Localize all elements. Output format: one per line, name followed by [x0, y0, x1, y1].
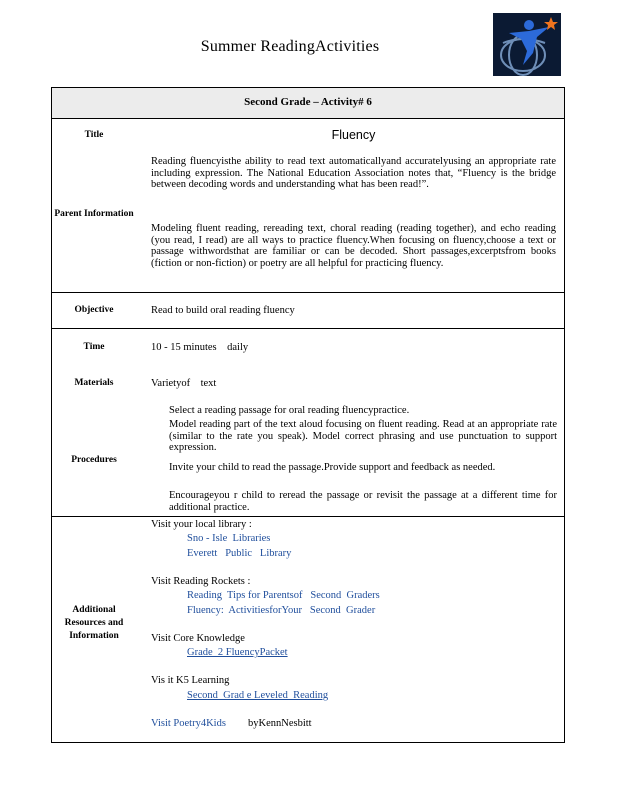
- reading-tips-link[interactable]: Reading Tips for Parentsof Second Graders: [187, 590, 380, 601]
- activity-title: Fluency: [331, 128, 376, 142]
- activity-sheet: [51, 87, 565, 743]
- parent-info-label: Parent Information: [54, 209, 134, 219]
- resources-label: Additional Resources and Information: [64, 605, 124, 641]
- divider: [52, 328, 564, 329]
- leveled-reading-link[interactable]: Second Grad e Leveled Reading: [187, 690, 329, 701]
- time-text: 10 - 15 minutes daily: [151, 342, 249, 353]
- poetry4kids-link[interactable]: Visit Poetry4Kids: [151, 718, 226, 729]
- page-title: Summer ReadingActivities: [200, 38, 380, 55]
- sno-isle-libraries-link[interactable]: Sno - Isle Libraries: [187, 533, 271, 544]
- procedure-item: Invite your child to read the passage.Provide support and feedback as needed.: [169, 462, 496, 473]
- objective-label: Objective: [74, 305, 114, 315]
- procedures-label: Procedures: [71, 455, 117, 465]
- divider: [52, 292, 564, 293]
- parent-info-paragraph-1: Reading fluencyisthe ability to read text automaticallyand accuratelyusing an appropriate rate including expression. The National Education Association notes that, “Fluency is the bridge between decoding words and understanding what has been read!”.: [151, 156, 556, 190]
- parent-info-paragraph-2: Modeling fluent reading, rereading text, choral reading (reading together), and echo reading (you read, I read) are all ways to practice fluency.When focusing on fluency,choose a text or passage withwordsthat are familiar or can be decoded. Short passages,excerptsfrom books (fiction or non-fiction) or poetry are all helpful for practicing fluency.: [151, 223, 556, 269]
- materials-text: Varietyof text: [151, 378, 217, 389]
- logo-graphic: [493, 13, 561, 76]
- time-label: Time: [83, 342, 105, 352]
- logo: [493, 13, 561, 76]
- procedure-item: Select a reading passage for oral reading fluencypractice.: [169, 405, 410, 416]
- k5-learning-heading: Vis it K5 Learning: [151, 675, 230, 686]
- reading-rockets-heading: Visit Reading Rockets :: [151, 576, 251, 587]
- poetry-author: byKennNesbitt: [248, 718, 312, 729]
- procedure-item: Encourageyou r child to reread the passage or revisit the passage at a different time for additional practice.: [169, 490, 557, 513]
- procedure-item: Model reading part of the text aloud focusing on fluent reading. Read at an appropriate rate (similar to the rate you speak). Model correct phrasing and use punctuation to support expression.: [169, 419, 557, 453]
- divider: [52, 516, 564, 517]
- activity-header-text: Second Grade – Activity# 6: [244, 96, 372, 108]
- library-heading: Visit your local library :: [151, 519, 252, 530]
- objective-text: Read to build oral reading fluency: [151, 305, 295, 316]
- core-knowledge-heading: Visit Core Knowledge: [151, 633, 245, 644]
- materials-label: Materials: [74, 378, 114, 388]
- activity-header: [52, 88, 564, 119]
- fluency-activities-link[interactable]: Fluency: ActivitiesforYour Second Grader: [187, 605, 376, 616]
- everett-public-library-link[interactable]: Everett Public Library: [187, 548, 292, 559]
- fluency-packet-link[interactable]: Grade 2 FluencyPacket: [187, 647, 288, 658]
- title-label: Title: [84, 130, 104, 140]
